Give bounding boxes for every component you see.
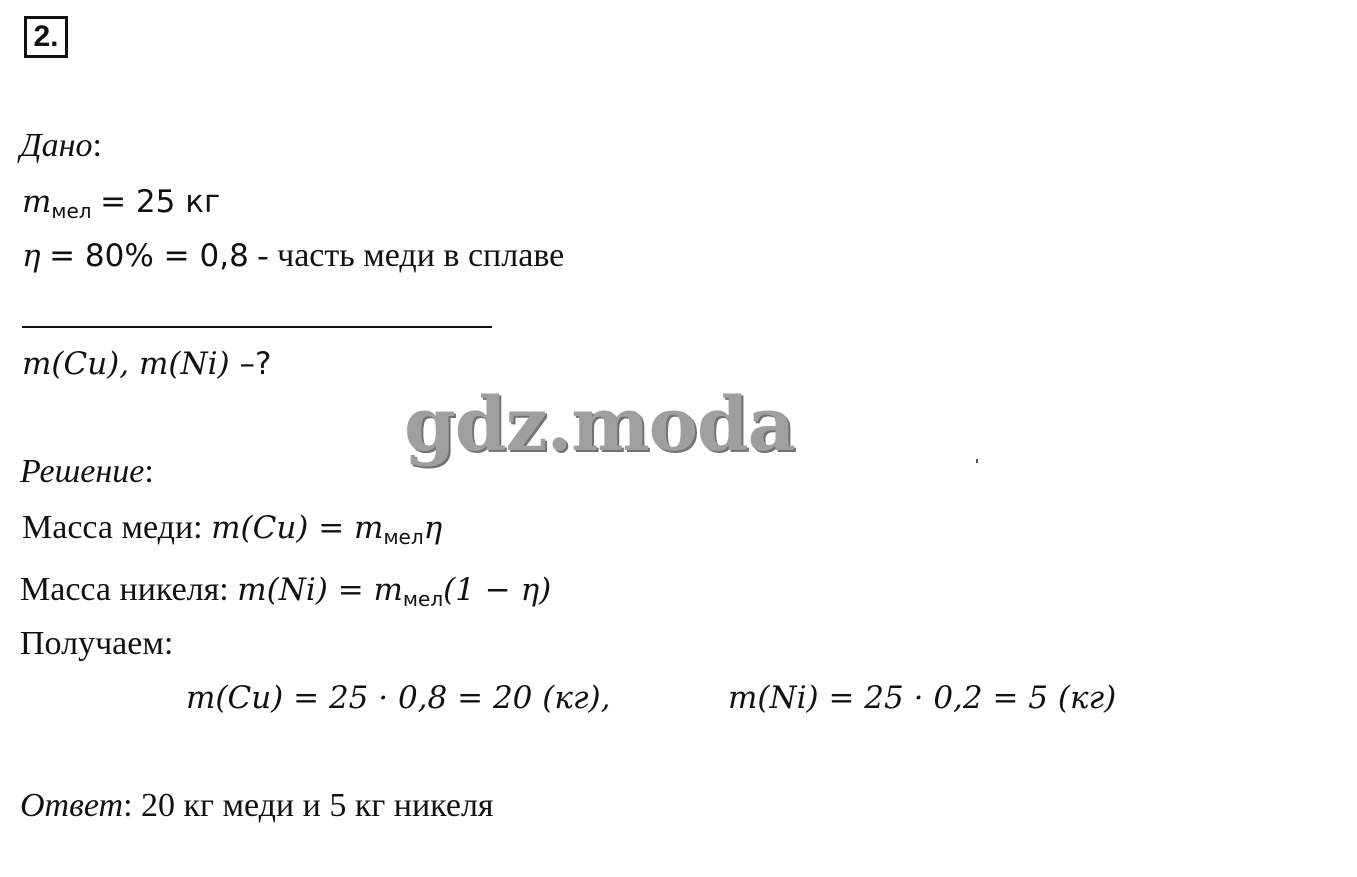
calc-nickel-line [728,678,1116,718]
nickel-label: Масса никеля: [20,571,238,608]
divider-line [22,326,492,328]
given-heading [20,126,102,166]
unknown-line [22,344,271,384]
solution-colon: : [144,453,154,490]
mass-value: = 25 кг [100,184,221,220]
nickel-formula-rhs: (1 − η) [443,572,552,608]
given-colon: : [92,127,102,164]
task-number: 2. [24,16,68,58]
eta-symbol: η [22,238,41,274]
answer-title: Ответ [20,787,124,824]
calc-copper-line [186,678,610,718]
eta-note: - часть меди в сплаве [248,237,565,274]
nickel-formula-subscript: мел [402,587,444,611]
unknown-quantities: m(Cu), m(Ni) [22,346,230,382]
eta-value: = 80% = 0,8 [49,238,249,274]
copper-mass-line [22,508,442,557]
given-title: Дано [20,127,93,164]
solution-title: Решение [20,453,145,490]
given-mass-line [22,182,220,231]
obtain-line [20,624,173,664]
answer-text: : 20 кг меди и 5 кг никеля [123,787,494,824]
copper-formula-subscript: мел [383,525,424,549]
nickel-mass-line [20,570,551,619]
copper-formula-rhs: η [423,510,443,546]
copper-formula-lhs: m(Cu) = m [211,510,384,546]
nickel-formula-lhs: m(Ni) = m [237,572,403,608]
scan-speck [976,459,978,463]
given-eta-line [22,236,564,276]
obtain-label: Получаем: [20,625,174,662]
mass-symbol: m [22,184,52,220]
calc-copper: m(Cu) = 25 · 0,8 = 20 (кг), [186,680,611,716]
mass-subscript: мел [51,199,92,223]
copper-label: Масса меди: [22,509,212,546]
watermark-logo: gdz.moda [404,382,795,468]
solution-heading [20,452,154,492]
unknown-question: –? [229,346,272,382]
calc-nickel: m(Ni) = 25 · 0,2 = 5 (кг) [728,680,1117,716]
answer-line [20,786,494,826]
